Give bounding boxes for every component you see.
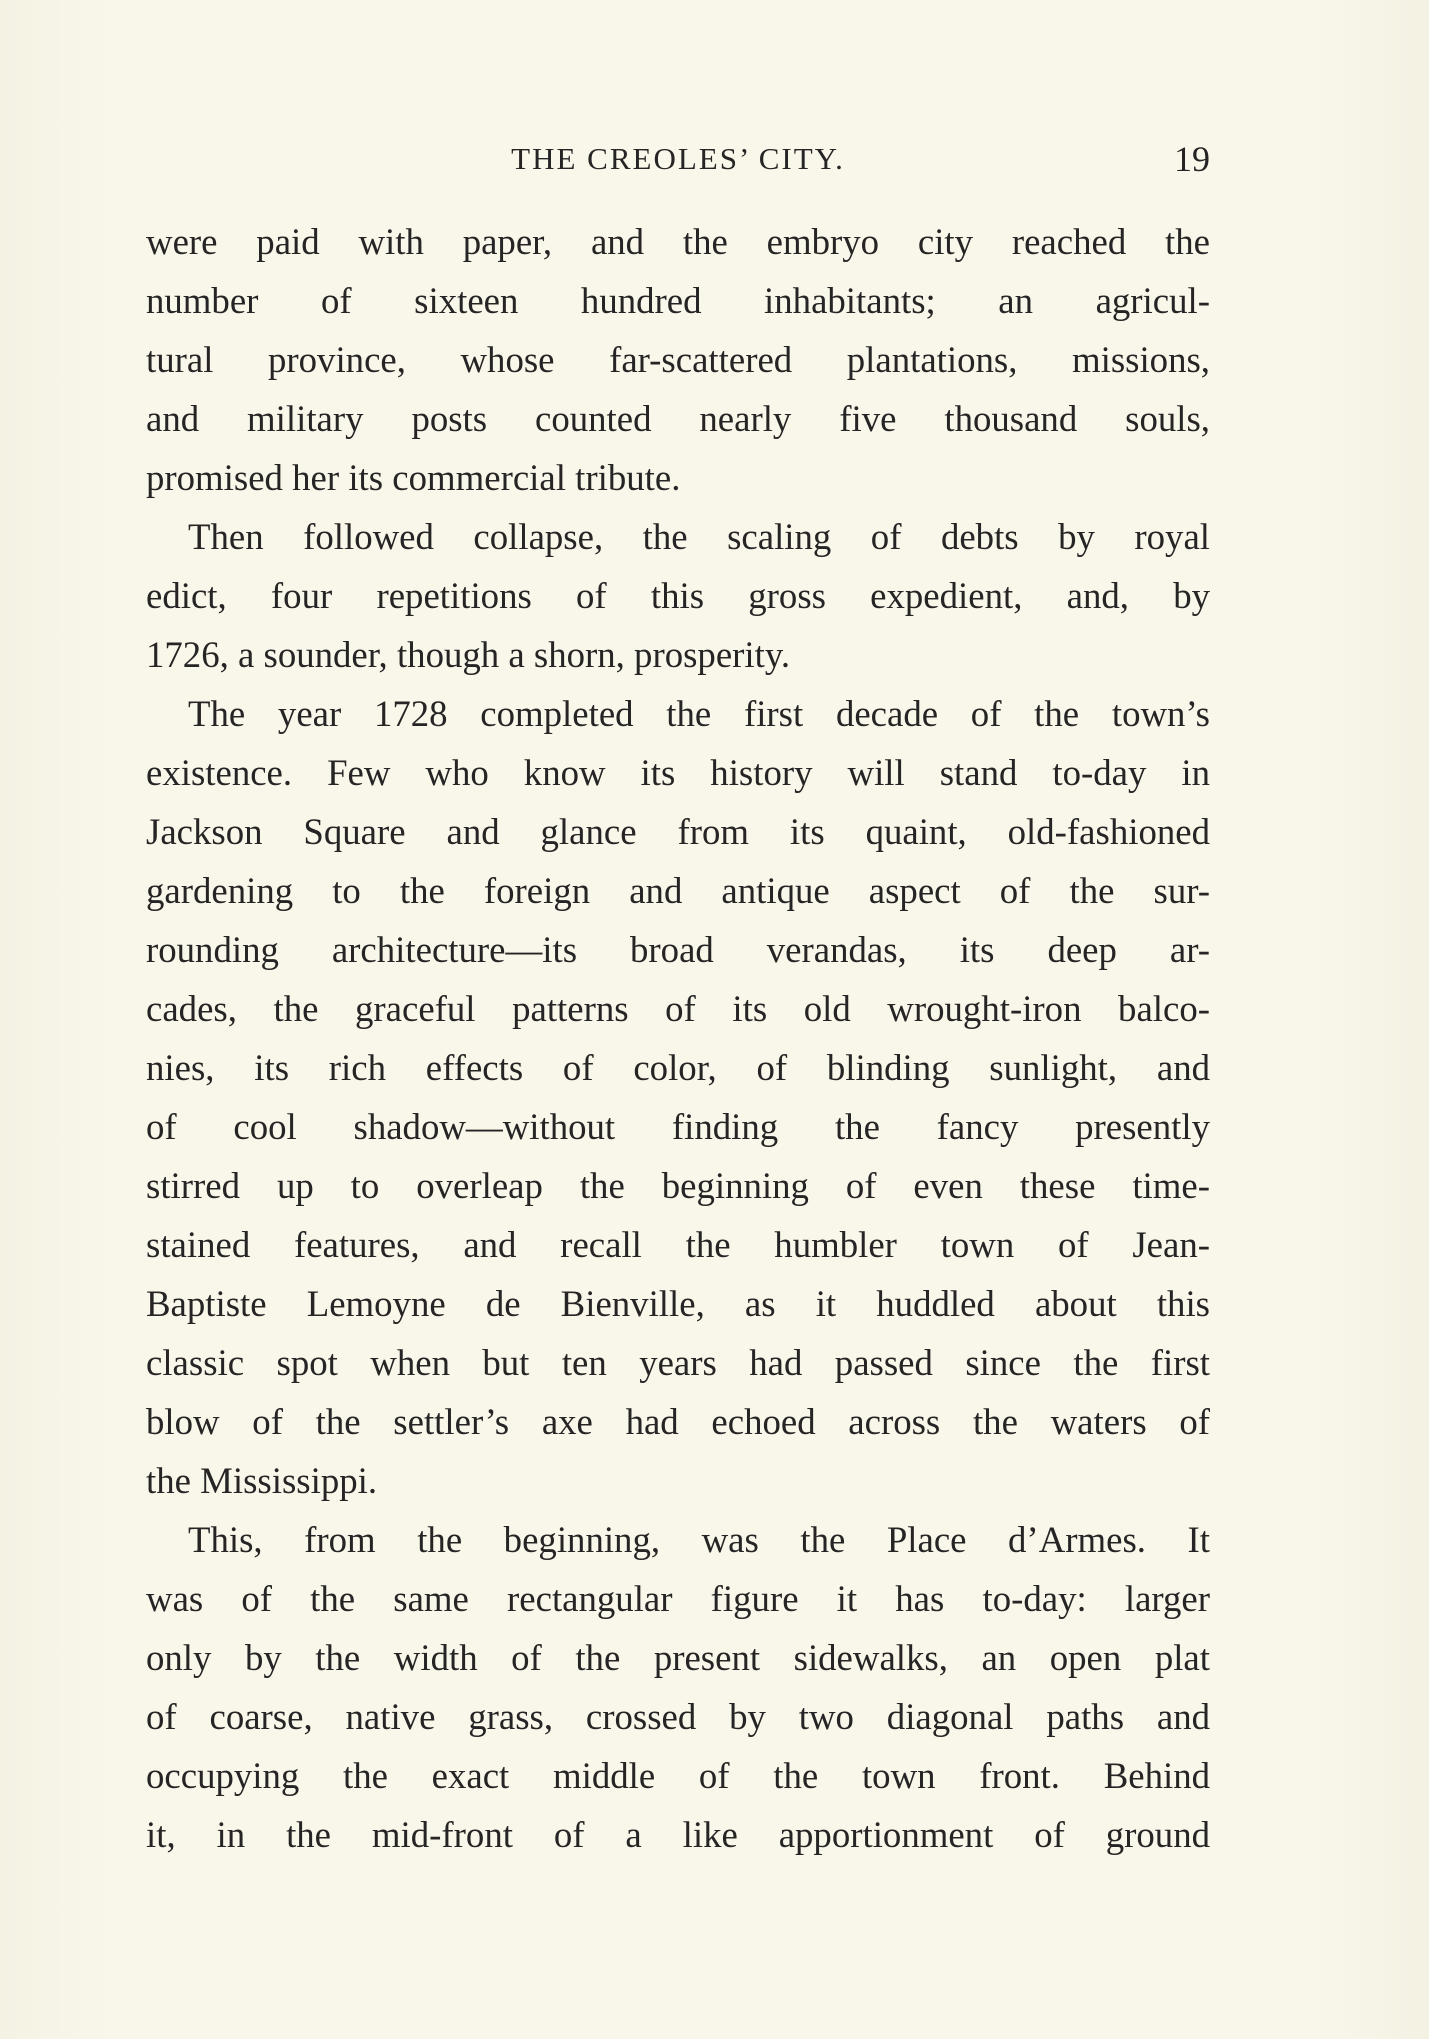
text-line: Then followed collapse, the scaling of debts by royal (188, 516, 1210, 557)
body-text (146, 212, 1210, 1855)
text-line: tural province, whose far-scattered plantations, missions, (146, 339, 1210, 380)
text-line: the Mississippi. (146, 1460, 378, 1501)
text-line: and military posts counted nearly five thousand souls, (146, 398, 1210, 439)
text-line: occupying the exact middle of the town front. Behind (146, 1755, 1210, 1796)
text-line: gardening to the foreign and antique aspect of the sur- (146, 870, 1210, 911)
text-line: edict, four repetitions of this gross expedient, and, by (146, 575, 1210, 616)
text-line: was of the same rectangular figure it has to-day: larger (146, 1578, 1210, 1619)
text-line: of coarse, native grass, crossed by two diagonal paths and (146, 1696, 1210, 1737)
running-head (146, 136, 1210, 182)
text-line: only by the width of the present sidewalks, an open plat (146, 1637, 1210, 1678)
page-number: 19 (1174, 139, 1210, 179)
text-line: stained features, and recall the humbler town of Jean- (146, 1224, 1210, 1265)
text-line: existence. Few who know its history will stand to-day in (146, 752, 1210, 793)
text-line: were paid with paper, and the embryo city reached the (146, 221, 1210, 262)
text-line: rounding architecture—its broad verandas, its deep ar- (146, 929, 1210, 970)
text-line: This, from the beginning, was the Place d’Armes. It (188, 1519, 1210, 1560)
text-line: number of sixteen hundred inhabitants; an agricul- (146, 280, 1210, 321)
text-line: nies, its rich effects of color, of blinding sunlight, and (146, 1047, 1210, 1088)
running-title: THE CREOLES’ CITY. (511, 141, 845, 176)
text-line: it, in the mid-front of a like apportionment of ground (146, 1814, 1210, 1855)
text-line: The year 1728 completed the first decade of the town’s (188, 693, 1210, 734)
text-line: stirred up to overleap the beginning of even these time- (146, 1165, 1210, 1206)
text-line: blow of the settler’s axe had echoed across the waters of (146, 1401, 1210, 1442)
text-line: classic spot when but ten years had passed since the first (146, 1342, 1210, 1383)
text-line: 1726, a sounder, though a shorn, prosperity. (146, 634, 791, 675)
text-line: of cool shadow—without finding the fancy presently (146, 1106, 1210, 1147)
text-line: Jackson Square and glance from its quaint, old-fashioned (146, 811, 1210, 852)
text-line: Baptiste Lemoyne de Bienville, as it huddled about this (146, 1283, 1210, 1324)
text-line: promised her its commercial tribute. (146, 457, 681, 498)
text-line: cades, the graceful patterns of its old wrought-iron balco- (146, 988, 1210, 1029)
